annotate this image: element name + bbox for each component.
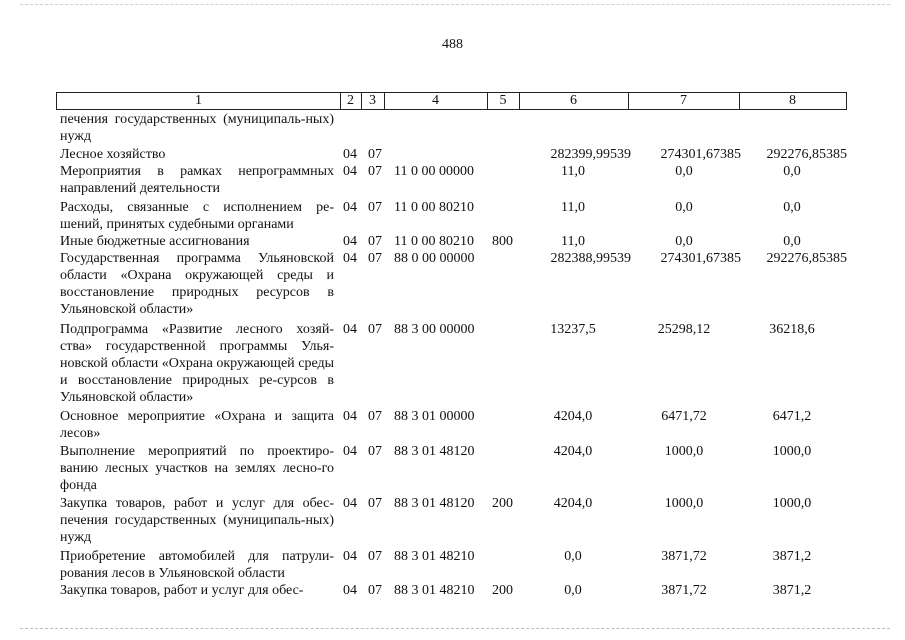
header-col-4: 4	[384, 93, 488, 109]
scan-edge-bottom	[20, 628, 890, 629]
row-name: Лесное хозяйство	[60, 147, 166, 162]
row-pr: 07	[368, 251, 382, 266]
row-pr: 07	[368, 322, 382, 337]
row-rz: 04	[343, 164, 357, 179]
row-year-2: 3871,72	[661, 549, 707, 564]
row-pr: 07	[368, 583, 382, 598]
scan-edge-top	[20, 4, 890, 5]
row-year-1: 13237,5	[550, 322, 596, 337]
header-col-3: 3	[361, 93, 385, 109]
row-csr: 11 0 00 00000	[394, 164, 474, 179]
header-col-1: 1	[57, 93, 341, 109]
row-csr: 88 3 01 48120	[394, 444, 475, 459]
row-rz: 04	[343, 322, 357, 337]
row-year-1: 4204,0	[553, 496, 593, 511]
row-rz: 04	[343, 200, 357, 215]
row-rz: 04	[343, 549, 357, 564]
row-year-1: 11,0	[561, 234, 585, 249]
row-rz: 04	[343, 444, 357, 459]
row-year-2: 1000,0	[664, 444, 704, 459]
row-csr: 88 3 01 48210	[394, 549, 475, 564]
row-csr: 88 3 01 00000	[394, 409, 475, 424]
table-header-row	[56, 92, 847, 110]
row-year-1: 282399,99539	[550, 147, 631, 162]
row-name: Подпрограмма «Развитие лесного хозяй-ства» государственной программы Улья-новской области «Охрана окружающей среды и восстановление природных ре-сурсов в Ульяновской области»	[60, 322, 334, 405]
row-year-1: 4204,0	[553, 409, 593, 424]
row-pr: 07	[368, 496, 382, 511]
row-rz: 04	[343, 147, 357, 162]
row-year-2: 3871,72	[661, 583, 707, 598]
row-rz: 04	[343, 234, 357, 249]
row-year-3: 3871,2	[772, 549, 812, 564]
row-year-2: 274301,67385	[660, 251, 741, 266]
row-pr: 07	[368, 164, 382, 179]
row-name: Закупка товаров, работ и услуг для обес-печения государственных (муниципаль-ных) нужд	[60, 496, 334, 545]
row-rz: 04	[343, 409, 357, 424]
row-csr: 88 3 00 00000	[394, 322, 475, 337]
row-year-2: 0,0	[675, 164, 693, 179]
row-pr: 07	[368, 409, 382, 424]
row-csr: 88 0 00 00000	[394, 251, 475, 266]
row-rz: 04	[343, 251, 357, 266]
header-col-8: 8	[789, 93, 796, 108]
row-year-1: 0,0	[564, 583, 582, 598]
row-year-3: 1000,0	[772, 496, 812, 511]
row-rz: 04	[343, 496, 357, 511]
row-pr: 07	[368, 147, 382, 162]
header-col-6: 6	[519, 93, 629, 109]
row-year-1: 11,0	[561, 200, 585, 215]
row-year-2: 274301,67385	[660, 147, 741, 162]
row-pr: 07	[368, 549, 382, 564]
row-name: Выполнение мероприятий по проектиро-ванию лесных участков на землях лесно-го фонда	[60, 444, 334, 493]
row-year-1: 282388,99539	[550, 251, 631, 266]
row-pr: 07	[368, 200, 382, 215]
row-pr: 07	[368, 234, 382, 249]
row-pr: 07	[368, 444, 382, 459]
row-csr: 88 3 01 48120	[394, 496, 475, 511]
header-col-7: 7	[628, 93, 740, 109]
row-year-3: 292276,85385	[766, 147, 847, 162]
row-year-3: 0,0	[783, 234, 801, 249]
row-name: печения государственных (муниципаль-ных) нужд	[60, 112, 334, 144]
row-year-3: 1000,0	[772, 444, 812, 459]
row-year-3: 0,0	[783, 200, 801, 215]
row-year-2: 0,0	[675, 200, 693, 215]
row-rz: 04	[343, 583, 357, 598]
row-name: Иные бюджетные ассигнования	[60, 234, 250, 249]
row-year-3: 0,0	[783, 164, 801, 179]
row-name: Основное мероприятие «Охрана и защита лесов»	[60, 409, 334, 441]
row-vr: 200	[492, 496, 513, 511]
row-year-1: 4204,0	[553, 444, 593, 459]
row-year-1: 0,0	[564, 549, 582, 564]
row-year-3: 3871,2	[772, 583, 812, 598]
row-csr: 88 3 01 48210	[394, 583, 475, 598]
row-year-2: 25298,12	[657, 322, 711, 337]
row-year-3: 36218,6	[769, 322, 815, 337]
row-vr: 800	[492, 234, 513, 249]
row-name: Приобретение автомобилей для патрули-рования лесов в Ульяновской области	[60, 549, 334, 581]
row-name: Мероприятия в рамках непрограммных направлений деятельности	[60, 164, 334, 196]
row-year-2: 0,0	[675, 234, 693, 249]
row-vr: 200	[492, 583, 513, 598]
row-year-3: 6471,2	[772, 409, 812, 424]
row-csr: 11 0 00 80210	[394, 200, 474, 215]
row-year-2: 1000,0	[664, 496, 704, 511]
row-year-3: 292276,85385	[766, 251, 847, 266]
header-col-5: 5	[487, 93, 520, 109]
row-year-2: 6471,72	[661, 409, 707, 424]
header-col-2: 2	[340, 93, 362, 109]
row-name: Закупка товаров, работ и услуг для обес-	[60, 583, 304, 598]
row-csr: 11 0 00 80210	[394, 234, 474, 249]
page-number: 488	[442, 37, 463, 52]
row-year-1: 11,0	[561, 164, 585, 179]
row-name: Расходы, связанные с исполнением ре-шений, принятых судебными органами	[60, 200, 334, 232]
row-name: Государственная программа Ульяновской области «Охрана окружающей среды и восстановление природных ресурсов в Ульяновской области»	[60, 251, 334, 317]
